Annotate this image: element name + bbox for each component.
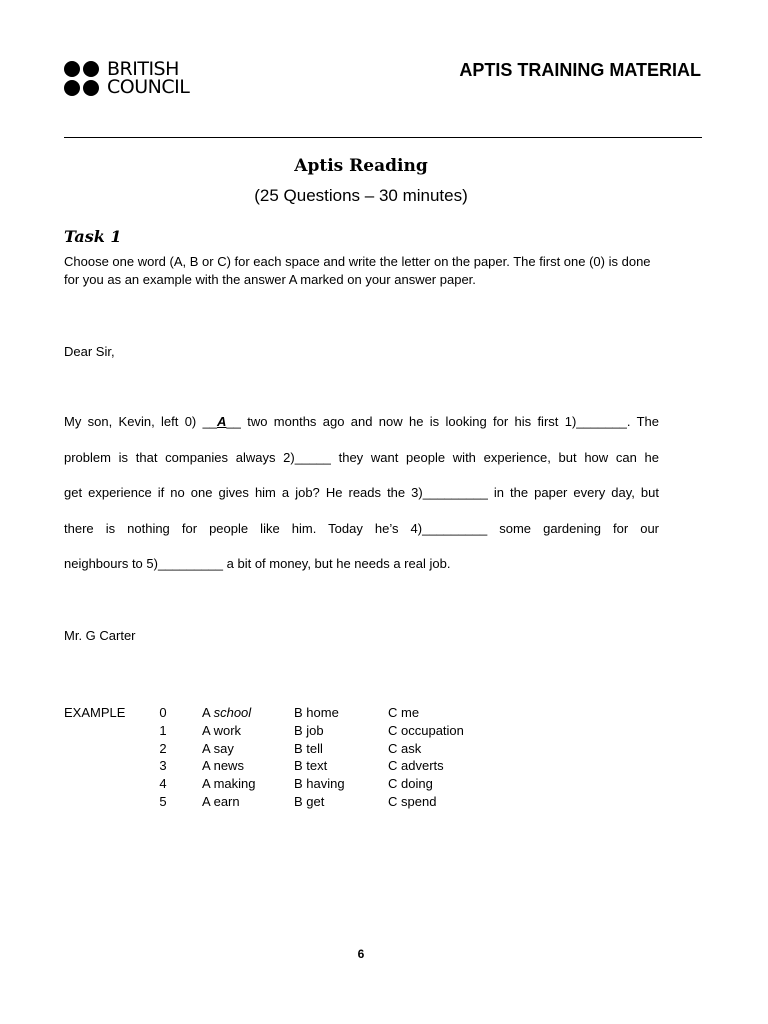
option-a-word: earn [213,793,240,809]
header-title: APTIS TRAINING MATERIAL [459,60,701,80]
logo-line1: BRITISH [107,58,179,80]
letter-line-1 [64,414,659,429]
letter-line-1-start: My son, Kevin, left 0) __ [64,414,218,429]
option-a-word: say [213,740,234,756]
question-number: 5 [159,793,167,809]
option-a [202,776,256,791]
option-c: C doing [388,776,433,792]
question-number: 0 [159,705,167,720]
letter-line-3: get experience if no one gives him a job? He reads the 3)_________ in the paper every day, but [64,485,659,500]
option-b: B home [294,705,339,720]
letter-line-5: neighbours to 5)_________ a bit of money, but he needs a real job. [64,556,451,571]
option-c: C spend [388,793,437,809]
option-b: B get [294,793,325,809]
logo-line2: COUNCIL [107,76,190,98]
option-a-letter: A [202,722,210,738]
question-number: 1 [159,722,167,738]
option-b: B job [294,722,324,738]
task-instructions: Choose one word (A, B or C) for each space and write the letter on the paper. The first one (0) is done for you as an example with the answer A marked on your answer paper. [64,254,651,287]
option-b: B text [294,758,328,774]
option-c: C ask [388,740,422,756]
option-a [202,758,244,773]
option-b: B tell [294,740,323,756]
page-title: Aptis Reading [294,156,428,176]
example-label: EXAMPLE [64,705,126,720]
option-a-letter: A [202,776,210,792]
task-heading: Task 1 [64,227,122,246]
page-number: 6 [357,947,365,961]
example-answer: A [217,414,227,429]
question-number: 2 [159,740,167,756]
option-a-word: making [213,776,256,792]
option-b: B having [294,776,345,792]
letter-line-1-end: __ two months ago and now he is looking for his first 1)_______. The [226,414,659,429]
option-a-letter: A [202,793,210,809]
option-a-letter: A [202,705,210,720]
letter-signoff: Mr. G Carter [64,628,136,643]
page-subtitle: (25 Questions – 30 minutes) [254,186,468,205]
logo-dots-icon [64,61,99,96]
option-a [202,705,251,720]
option-a [202,794,240,809]
option-a-word: school [213,705,252,720]
question-number: 3 [159,758,167,774]
letter-line-2: problem is that companies always 2)_____ they want people with experience, but how can he [64,450,659,465]
letter-line-4: there is nothing for people like him. Today he’s 4)_________ some gardening for our [64,521,659,536]
question-number: 4 [159,776,167,792]
letter-greeting: Dear Sir, [64,344,115,359]
header-divider [64,137,702,138]
option-c: C occupation [388,722,464,738]
british-council-logo [64,60,189,96]
logo-wordmark [107,60,189,96]
option-a-word: work [213,722,242,738]
option-a-letter: A [202,758,210,774]
option-a-word: news [213,758,244,774]
option-c: C adverts [388,758,444,774]
option-c: C me [388,705,420,720]
option-a [202,741,234,756]
option-a [202,723,241,738]
option-a-letter: A [202,740,210,756]
